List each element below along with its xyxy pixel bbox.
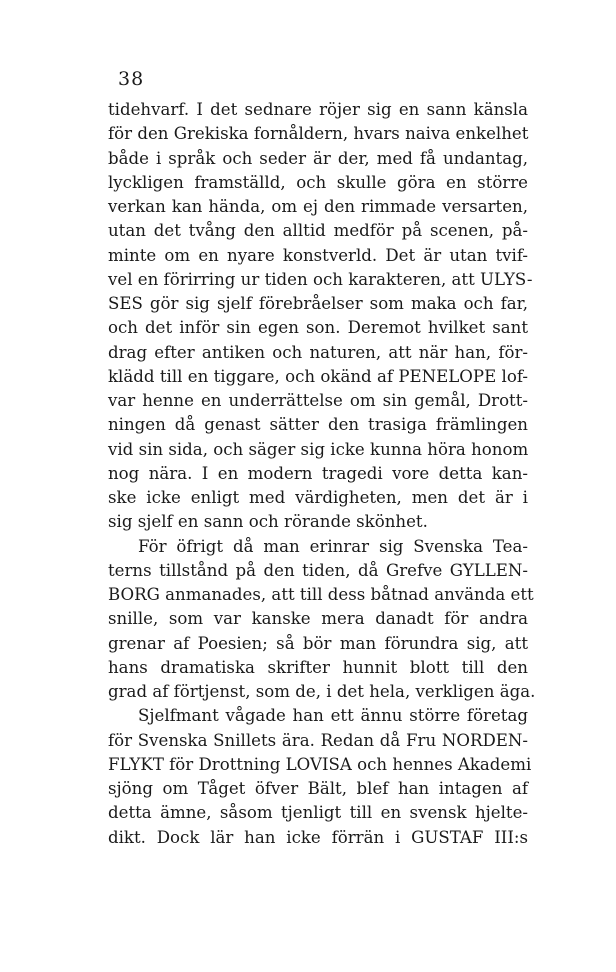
text-line: vid sin sida, och säger sig icke kunna höra honom (108, 439, 529, 459)
text-line: För öfrigt då man erinrar sig Svenska Tea- (138, 536, 528, 556)
text-line: klädd till en tiggare, och okänd af PENELOPE lof- (108, 366, 528, 386)
text-line: Sjelfmant vågade han ett ännu större företag (138, 706, 528, 726)
text-line: utan det tvång den alltid medför på scenen, på- (108, 221, 528, 241)
page-number: 38 (118, 68, 145, 90)
text-line: BORG anmanades, att till dess båtnad använda ett (108, 585, 534, 604)
text-line: sig sjelf en sann och rörande skönhet. (108, 512, 428, 532)
text-line: både i språk och seder är der, med få undantag, (108, 148, 528, 168)
text-line: för den Grekiska fornåldern, hvars naiva enkelhet (108, 124, 529, 144)
text-line: dikt. Dock lär han icke förrän i GUSTAF III:s (108, 827, 528, 847)
text-line: lyckligen framställd, och skulle göra en större (108, 172, 528, 192)
text-line: hans dramatiska skrifter hunnit blott till den (108, 657, 528, 677)
text-line: FLYKT för Drottning LOVISA och hennes Akademi (108, 754, 532, 774)
body-text (108, 98, 536, 850)
text-line: grad af förtjenst, som de, i det hela, verkligen äga. (108, 682, 536, 701)
text-line: detta ämne, såsom tjenligt till en svensk hjelte- (108, 803, 528, 823)
text-line: ske icke enligt med värdigheten, men det är i (108, 488, 528, 507)
text-line: för Svenska Snillets ära. Redan då Fru NORDEN- (108, 730, 528, 750)
text-line: tidehvarf. I det sednare röjer sig en sann känsla (108, 100, 528, 119)
text-line: vel en förirring ur tiden och karakteren, att ULYS- (108, 269, 533, 289)
text-line: grenar af Poesien; så bör man förundra sig, att (108, 633, 528, 653)
text-line: sjöng om Tåget öfver Bält, blef han intagen af (108, 779, 528, 798)
text-line: verkan kan hända, om ej den rimmade versarten, (108, 197, 528, 216)
text-line: och det inför sin egen son. Deremot hvilket sant (108, 318, 528, 338)
text-line: drag efter antiken och naturen, att när han, för- (108, 342, 528, 362)
text-line: terns tillstånd på den tiden, då Grefve GYLLEN- (108, 560, 528, 580)
text-line: var henne en underrättelse om sin gemål, Drott- (108, 391, 528, 410)
text-line: snille, som var kanske mera danadt för andra (108, 609, 528, 629)
text-line: SES gör sig sjelf förebråelser som maka och far, (108, 294, 528, 313)
text-line: nog nära. I en modern tragedi vore detta kan- (108, 463, 528, 483)
text-line: minte om en nyare konstverld. Det är utan tvif- (108, 245, 528, 265)
text-line: ningen då genast sätter den trasiga främlingen (108, 415, 528, 435)
